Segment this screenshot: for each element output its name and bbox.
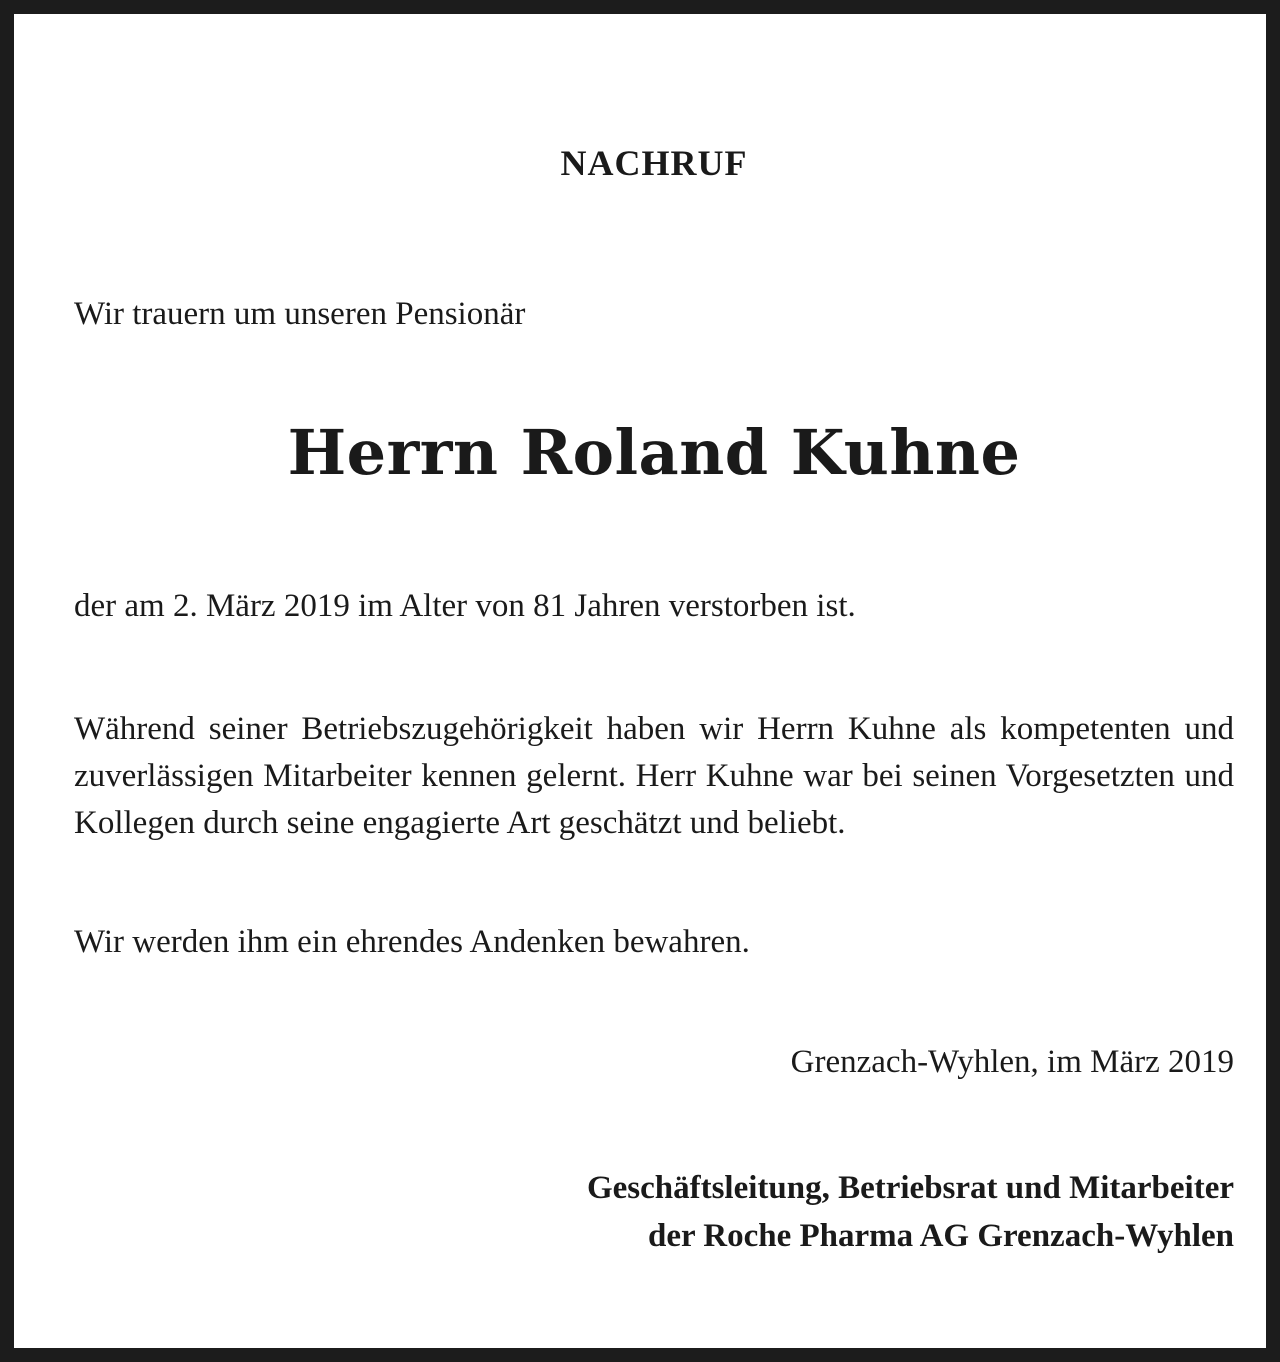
deceased-name: Herrn Roland Kuhne: [287, 416, 1021, 489]
signature-block: [74, 1164, 1234, 1260]
tribute-paragraph: Während seiner Betriebszugehörigkeit haben wir Herrn Kuhne als kompetenten und zuverlässigen Mitarbeiter kennen gelernt. Herr Kuhne war bei seinen Vorgesetzten und Kollegen durch seine engagierte Art geschätzt und beliebt.: [74, 711, 1234, 841]
signature-line-1: Geschäftsleitung, Betriebsrat und Mitarbeiter: [586, 1170, 1234, 1206]
death-line: der am 2. März 2019 im Alter von 81 Jahren verstorben ist.: [74, 588, 856, 624]
notice-heading: NACHRUF: [560, 143, 748, 183]
place-date: Grenzach-Wyhlen, im März 2019: [790, 1044, 1234, 1080]
memory-line: Wir werden ihm ein ehrendes Andenken bewahren.: [74, 924, 750, 960]
intro-text: Wir trauern um unseren Pensionär: [74, 296, 526, 332]
signature-line-2: der Roche Pharma AG Grenzach-Wyhlen: [647, 1218, 1234, 1254]
